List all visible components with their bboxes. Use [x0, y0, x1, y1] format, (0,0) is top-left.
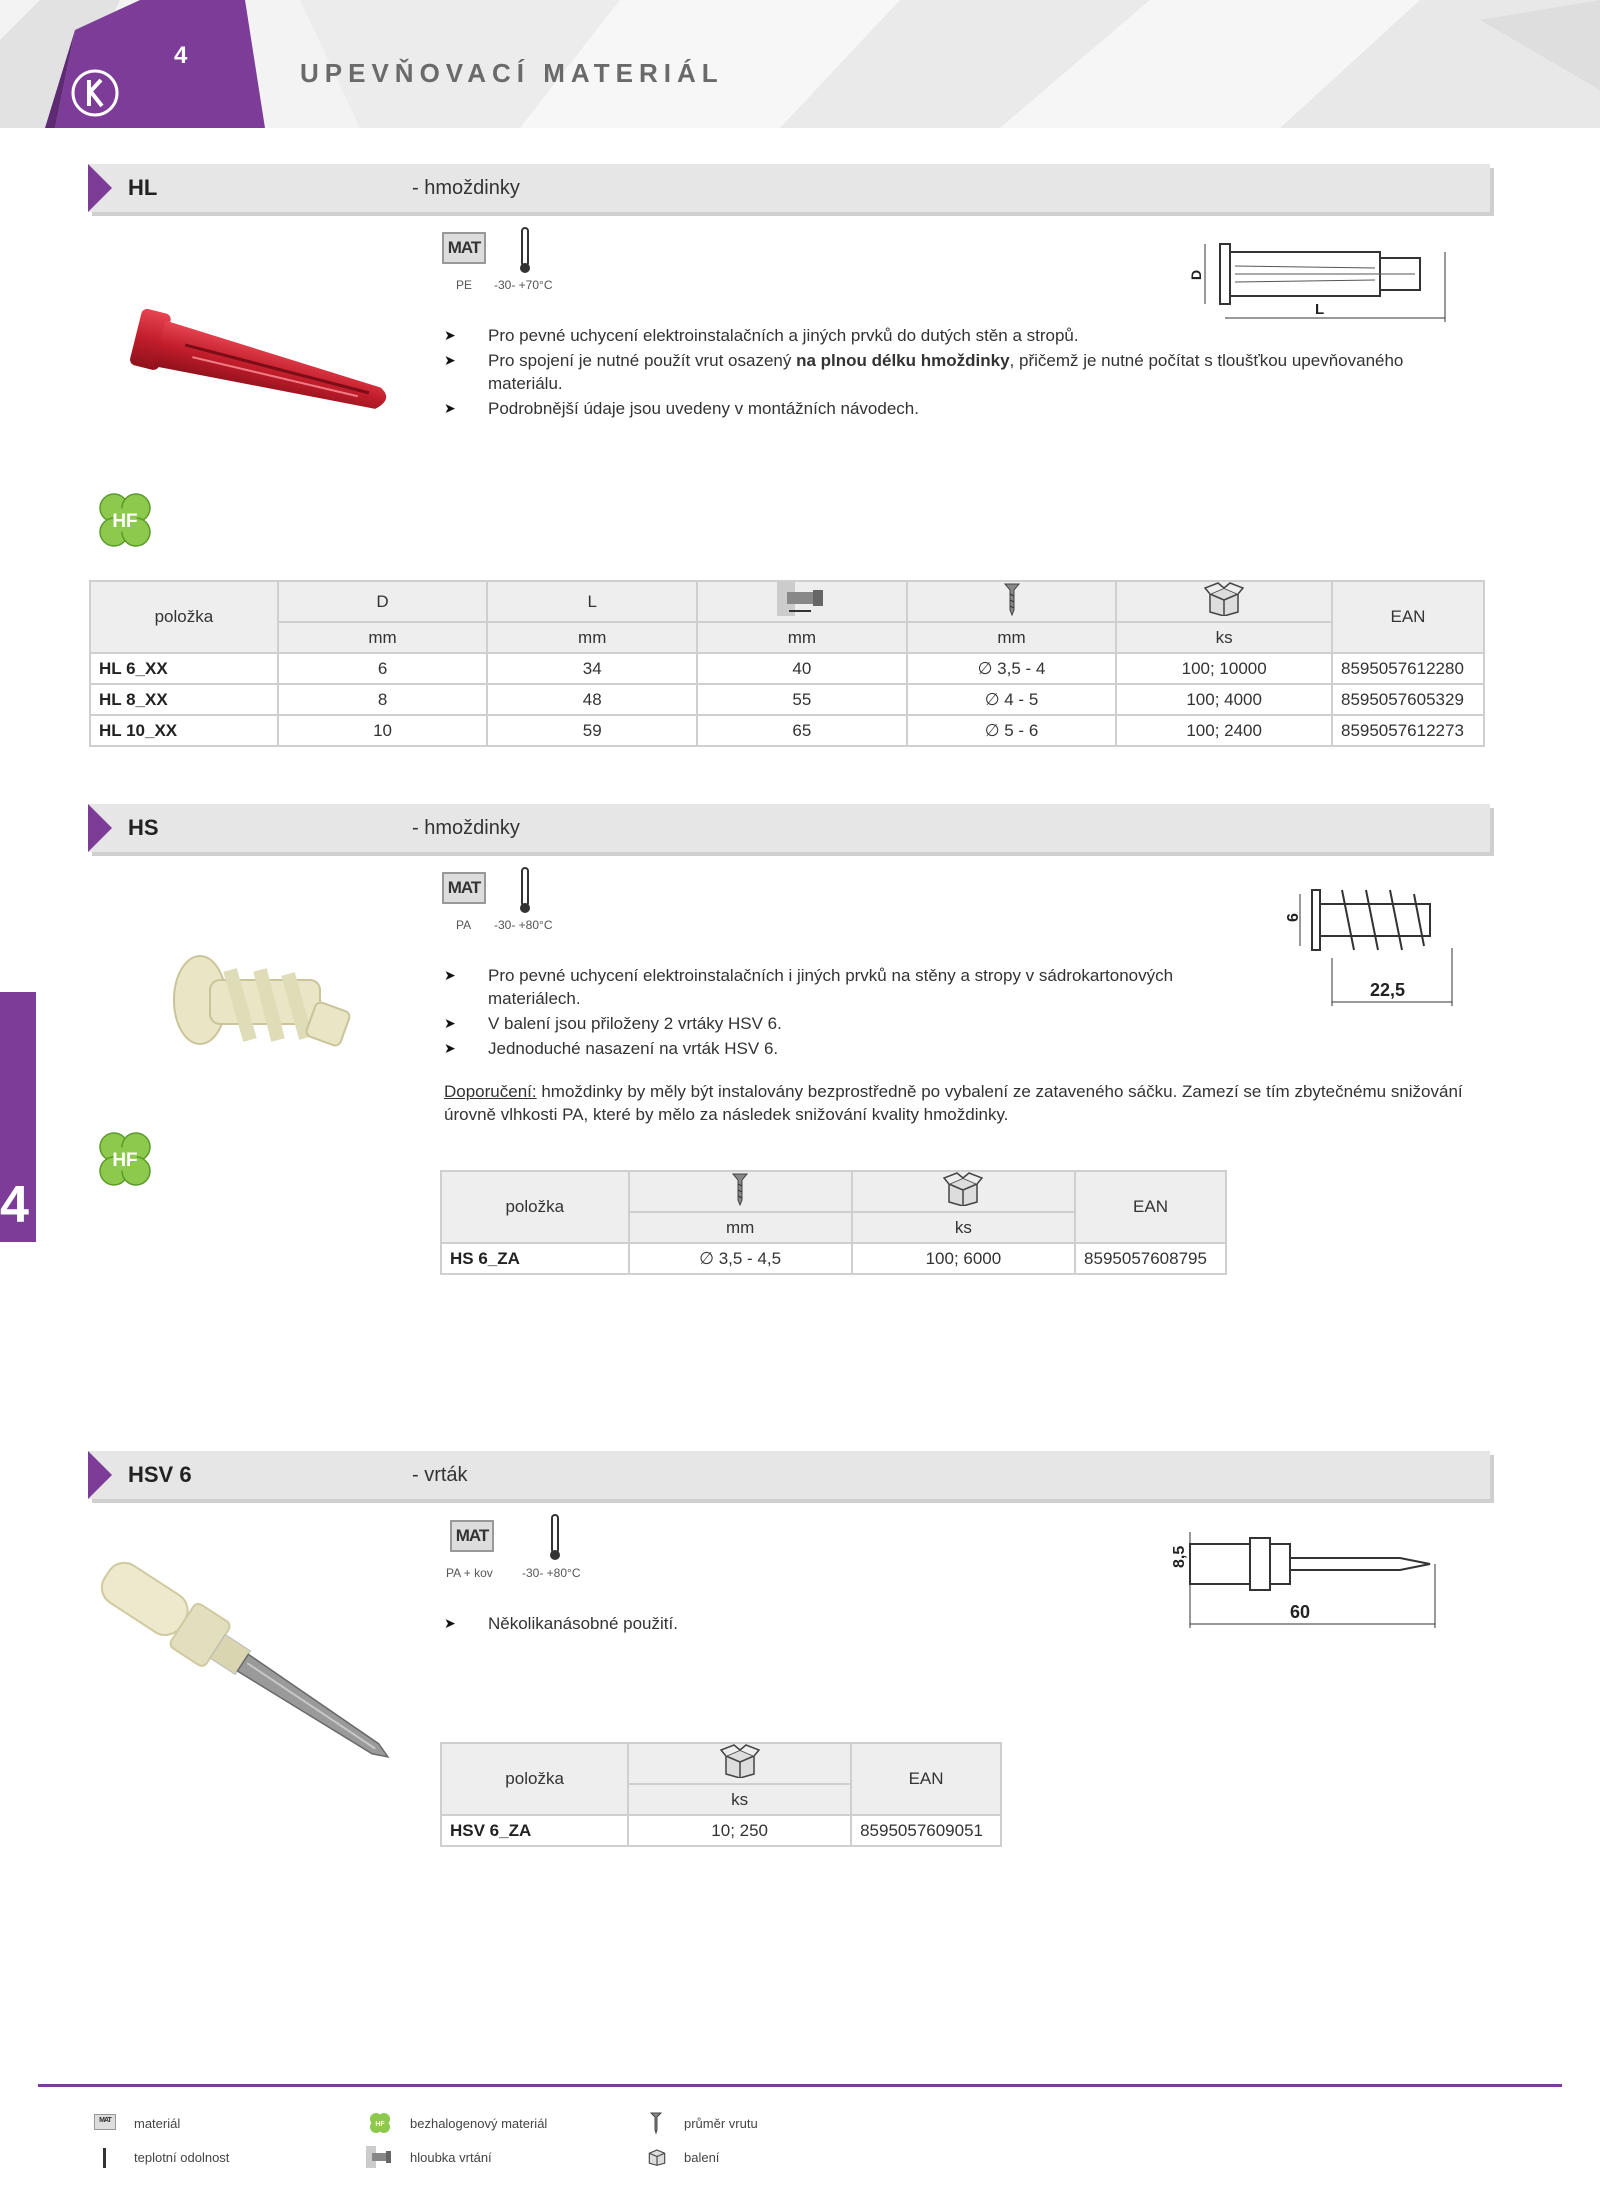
- temperature-range: -30- +70°C: [494, 278, 553, 292]
- col-header-screw: [629, 1171, 852, 1212]
- screw-icon: [1004, 582, 1020, 616]
- col-header-pack: [852, 1171, 1075, 1212]
- list-item: ➤ Pro pevné uchycení elektroinstalačních a jiných prvků do dutých stěn a stropů.: [444, 326, 1079, 345]
- thermometer-icon: [548, 1513, 562, 1563]
- list-item: ➤ V balení jsou přiloženy 2 vrtáky HSV 6.: [444, 1014, 782, 1033]
- section-header-hsv: [88, 1451, 1490, 1499]
- thermometer-icon: [518, 226, 532, 276]
- chapter-side-number: 4: [0, 1176, 29, 1234]
- dim-d-label: 6: [1285, 913, 1302, 922]
- list-item: ➤ Několikanásobné použití.: [444, 1614, 678, 1633]
- unit-cell: ks: [852, 1212, 1075, 1243]
- hl-product-image: [110, 300, 410, 450]
- table-row: HL 8_XX 8 48 55 ∅ 4 - 5 100; 4000 8595057605329: [90, 684, 1484, 715]
- unit-cell: mm: [697, 622, 907, 653]
- col-header-item: položka: [441, 1171, 629, 1243]
- legend-package-icon: [646, 2146, 668, 2166]
- hs-spec-table: [440, 1170, 1227, 1275]
- package-box-icon: [943, 1172, 983, 1206]
- hl-spec-table: [89, 580, 1485, 747]
- hs-feature-list: [444, 964, 1264, 1062]
- list-item: ➤ Jednoduché nasazení na vrták HSV 6.: [444, 1039, 779, 1058]
- material-icon: MAT: [442, 872, 486, 904]
- material-value: PA + kov: [446, 1566, 493, 1580]
- table-row: HL 6_XX 6 34 40 ∅ 3,5 - 4 100; 10000 8595057612280: [90, 653, 1484, 684]
- legend-screw-icon: [650, 2112, 662, 2134]
- legend-screw: průměr vrutu: [684, 2116, 758, 2131]
- col-header-item: položka: [90, 581, 278, 653]
- col-header-screw: [907, 581, 1117, 622]
- temperature-range: -30- +80°C: [494, 918, 553, 932]
- col-header-d: D: [278, 581, 488, 622]
- drill-depth-icon: [777, 582, 827, 616]
- material-icon: MAT: [450, 1520, 494, 1552]
- hs-dimension-drawing: [1272, 878, 1462, 1010]
- unit-cell: ks: [628, 1784, 851, 1815]
- col-header-l: L: [487, 581, 697, 622]
- section-header-hs: [88, 804, 1490, 852]
- section-code: HL: [128, 175, 158, 200]
- list-item: ➤ Pro spojení je nutné použít vrut osazený na plnou délku hmoždinky, přičemž je nutné počítat s tloušťkou upevňovaného materiálu.: [444, 351, 1404, 393]
- col-header-ean: EAN: [851, 1743, 1001, 1815]
- section-arrow-icon: [88, 1451, 112, 1499]
- package-box-icon: [1204, 582, 1244, 616]
- legend-thermometer-icon: [102, 2148, 108, 2168]
- legend-pack: balení: [684, 2150, 720, 2165]
- hl-feature-list: [444, 324, 1404, 422]
- section-arrow-icon: [88, 804, 112, 852]
- legend-temperature: teplotní odolnost: [134, 2150, 230, 2165]
- material-value: PE: [456, 278, 473, 292]
- svg-text:HF: HF: [112, 1150, 138, 1171]
- material-icon: MAT: [442, 232, 486, 264]
- legend-halogen: bezhalogenový materiál: [410, 2116, 548, 2131]
- hs-recommendation: Doporučení: hmoždinky by měly být instalovány bezprostředně po vybalení ze zataveného sáčku. Zamezí se tím zbytečnému snižování úrovně vlhkosti PA, které by mělo za následek snižování kvality hmoždinky.: [444, 1082, 1463, 1124]
- dim-d-label: 8,5: [1171, 1545, 1188, 1568]
- unit-cell: ks: [1116, 622, 1332, 653]
- temperature-range: -30- +80°C: [522, 1566, 581, 1580]
- unit-cell: mm: [278, 622, 488, 653]
- section-arrow-icon: [88, 164, 112, 212]
- dim-l-label: 22,5: [1370, 980, 1406, 1000]
- section-header-hl: [88, 164, 1490, 212]
- table-row: HS 6_ZA ∅ 3,5 - 4,5 100; 6000 8595057608795: [441, 1243, 1226, 1274]
- halogen-free-icon: [92, 1127, 158, 1193]
- company-logo: [70, 68, 120, 118]
- section-description: - hmoždinky: [412, 177, 520, 199]
- col-header-pack: [1116, 581, 1332, 622]
- unit-cell: mm: [907, 622, 1117, 653]
- table-row: HSV 6_ZA 10; 250 8595057609051: [441, 1815, 1001, 1846]
- hs-product-image: [160, 940, 360, 1090]
- dim-l-label: L: [1315, 301, 1325, 318]
- page-number: 4: [174, 42, 188, 69]
- section-description: - vrták: [412, 1464, 468, 1486]
- list-item: ➤ Pro pevné uchycení elektroinstalačních i jiných prvků na stěny a stropy v sádrokartonových materiálech.: [444, 966, 1174, 1008]
- thermometer-icon: [518, 866, 532, 916]
- unit-cell: mm: [629, 1212, 852, 1243]
- list-item: ➤ Podrobnější údaje jsou uvedeny v montážních návodech.: [444, 399, 919, 418]
- footer-divider: [38, 2084, 1562, 2087]
- section-description: - hmoždinky: [412, 817, 520, 839]
- legend-drill-depth-icon: [366, 2146, 392, 2168]
- halogen-free-icon: [92, 488, 158, 554]
- hsv-spec-table: [440, 1742, 1002, 1847]
- svg-text:HF: HF: [112, 511, 138, 532]
- package-box-icon: [720, 1744, 760, 1778]
- svg-text:HF: HF: [375, 2121, 385, 2128]
- dim-l-label: 60: [1290, 1602, 1311, 1622]
- dim-d-label: D: [1188, 269, 1204, 280]
- col-header-depth: [697, 581, 907, 622]
- col-header-item: položka: [441, 1743, 628, 1815]
- section-code: HS: [128, 815, 159, 840]
- col-header-pack: [628, 1743, 851, 1784]
- page-header: [0, 0, 1600, 128]
- hsv-dimension-drawing: [1160, 1524, 1440, 1634]
- hl-dimension-drawing: [1175, 232, 1455, 327]
- hsv-product-image: [90, 1540, 430, 1790]
- screw-icon: [732, 1172, 748, 1206]
- section-code: HSV 6: [128, 1462, 192, 1487]
- legend-material: materiál: [134, 2116, 181, 2131]
- header-purple-flag: [0, 0, 270, 128]
- table-row: HL 10_XX 10 59 65 ∅ 5 - 6 100; 2400 8595057612273: [90, 715, 1484, 746]
- hsv-feature-list: [444, 1612, 1144, 1637]
- material-value: PA: [456, 918, 472, 932]
- page-title: UPEVŇOVACÍ MATERIÁL: [300, 58, 724, 88]
- legend-material-icon: MAT: [94, 2114, 116, 2130]
- unit-cell: mm: [487, 622, 697, 653]
- legend-depth: hloubka vrtání: [410, 2150, 492, 2165]
- col-header-ean: EAN: [1332, 581, 1484, 653]
- col-header-ean: EAN: [1075, 1171, 1226, 1243]
- legend-halogen-free-icon: [368, 2112, 392, 2134]
